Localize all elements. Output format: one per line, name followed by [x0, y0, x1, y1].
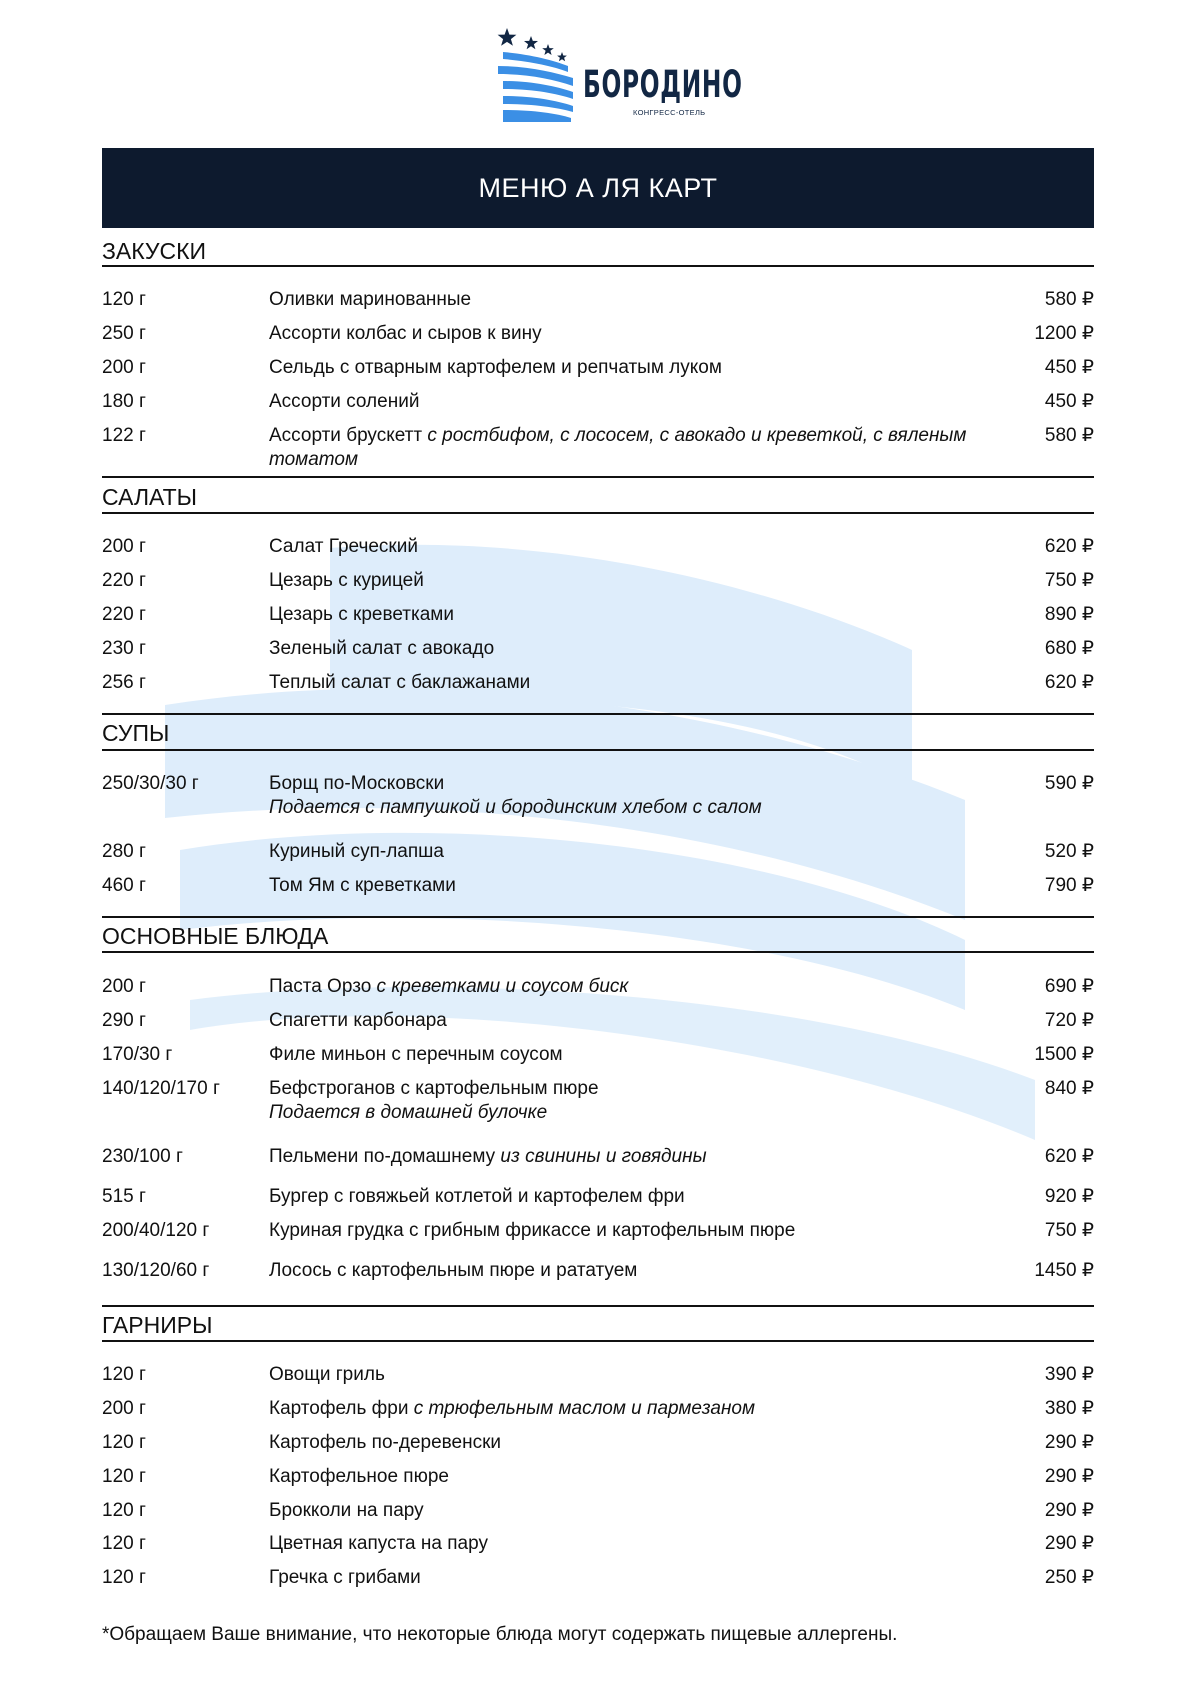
item-price: 290 ₽ — [1044, 1466, 1094, 1487]
section-bottom-divider — [102, 476, 1094, 478]
item-price: 580 ₽ — [1044, 425, 1094, 446]
item-name — [269, 390, 969, 414]
item-name — [269, 1566, 969, 1590]
item-weight: 200 г — [102, 357, 146, 378]
item-name-text: Цветная капуста на пару — [269, 1533, 488, 1554]
hotel-name: БОРОДИНО — [583, 63, 743, 106]
item-name — [269, 772, 969, 820]
item-weight: 120 г — [102, 1500, 146, 1521]
item-name-text: Бургер с говяжьей котлетой и картофелем фри — [269, 1186, 685, 1207]
item-name — [269, 603, 969, 627]
item-price: 720 ₽ — [1044, 1010, 1094, 1031]
item-weight: 140/120/170 г — [102, 1078, 220, 1099]
item-name-text: Ассорти солений — [269, 391, 420, 412]
item-note: Подается в домашней булочке — [269, 1101, 548, 1123]
item-price: 450 ₽ — [1044, 391, 1094, 412]
section-top-divider — [102, 749, 1094, 751]
item-price: 290 ₽ — [1044, 1500, 1094, 1521]
item-description: из свинины и говядины — [500, 1146, 707, 1167]
item-weight: 250 г — [102, 323, 146, 344]
menu-title: МЕНЮ А ЛЯ КАРТ — [478, 172, 718, 203]
item-price: 1450 ₽ — [1034, 1260, 1094, 1281]
item-weight: 220 г — [102, 604, 146, 625]
item-name — [269, 1219, 969, 1243]
item-price: 520 ₽ — [1044, 841, 1094, 862]
item-name-text: Оливки маринованные — [269, 289, 472, 310]
section-title: ЗАКУСКИ — [102, 238, 207, 264]
item-weight: 200 г — [102, 536, 146, 557]
item-price: 750 ₽ — [1044, 1220, 1094, 1241]
item-price: 920 ₽ — [1044, 1186, 1094, 1207]
item-name — [269, 1043, 969, 1067]
hotel-subtitle: КОНГРЕСС-ОТЕЛЬ — [633, 108, 706, 117]
item-name-text: Цезарь с курицей — [269, 570, 424, 591]
item-name-text: Сельдь с отварным картофелем и репчатым луком — [269, 357, 722, 378]
item-name-text: Теплый салат с баклажанами — [269, 672, 531, 693]
item-name — [269, 874, 969, 898]
item-name — [269, 535, 969, 559]
item-weight: 120 г — [102, 289, 146, 310]
item-price: 840 ₽ — [1044, 1078, 1094, 1099]
item-price: 620 ₽ — [1044, 672, 1094, 693]
menu-title-bar — [102, 148, 1094, 228]
item-weight: 230 г — [102, 638, 146, 659]
item-weight: 120 г — [102, 1364, 146, 1385]
item-weight: 200 г — [102, 976, 146, 997]
item-name — [269, 1145, 969, 1169]
item-name — [269, 569, 969, 593]
item-description: с ростбифом, с лососем, с авокадо и креветкой, с вяленым томатом — [269, 425, 967, 470]
item-name-text: Картофель по-деревенски — [269, 1432, 502, 1453]
item-weight: 130/120/60 г — [102, 1260, 210, 1281]
item-weight: 515 г — [102, 1186, 146, 1207]
item-name-text: Картофельное пюре — [269, 1466, 449, 1487]
item-price: 1200 ₽ — [1034, 323, 1094, 344]
item-name — [269, 1532, 969, 1556]
item-price: 250 ₽ — [1044, 1567, 1094, 1588]
item-weight: 200 г — [102, 1398, 146, 1419]
item-name — [269, 671, 969, 695]
item-name-text: Гречка с грибами — [269, 1567, 421, 1588]
item-name-text: Бефстроганов с картофельным пюре — [269, 1078, 599, 1099]
item-name — [269, 1499, 969, 1523]
item-weight: 220 г — [102, 570, 146, 591]
item-weight: 120 г — [102, 1533, 146, 1554]
item-weight: 280 г — [102, 841, 146, 862]
item-name — [269, 1009, 969, 1033]
item-weight: 120 г — [102, 1466, 146, 1487]
section-bottom-divider — [102, 916, 1094, 918]
item-weight: 290 г — [102, 1010, 146, 1031]
item-note: Подается с пампушкой и бородинским хлебом с салом — [269, 796, 762, 818]
item-name — [269, 1465, 969, 1489]
section-title: СУПЫ — [102, 720, 170, 746]
item-name-text: Куриный суп-лапша — [269, 841, 444, 862]
section-title: САЛАТЫ — [102, 484, 197, 510]
item-name — [269, 1431, 969, 1455]
item-name-text: Ассорти брускетт — [269, 425, 423, 446]
section-top-divider — [102, 1340, 1094, 1342]
section-title: ОСНОВНЫЕ БЛЮДА — [102, 923, 329, 949]
item-name-text: Куриная грудка с грибным фрикассе и картофельным пюре — [269, 1220, 796, 1241]
item-price: 450 ₽ — [1044, 357, 1094, 378]
item-price: 390 ₽ — [1044, 1364, 1094, 1385]
item-name-text: Паста Орзо — [269, 976, 372, 997]
item-price: 690 ₽ — [1044, 976, 1094, 997]
item-weight: 180 г — [102, 391, 146, 412]
item-description: с креветками и соусом биск — [376, 976, 629, 997]
item-weight: 230/100 г — [102, 1146, 183, 1167]
item-name-text: Борщ по-Московски — [269, 773, 445, 794]
item-description: с трюфельным маслом и пармезаном — [413, 1398, 756, 1419]
item-name — [269, 975, 969, 999]
item-name-text: Овощи гриль — [269, 1364, 385, 1385]
section-bottom-divider — [102, 1305, 1094, 1307]
item-name-text: Пельмени по-домашнему — [269, 1146, 496, 1167]
item-name-text: Том Ям с креветками — [269, 875, 456, 896]
item-name-text: Цезарь с креветками — [269, 604, 454, 625]
item-weight: 120 г — [102, 1432, 146, 1453]
item-name — [269, 1077, 969, 1125]
item-price: 580 ₽ — [1044, 289, 1094, 310]
item-price: 890 ₽ — [1044, 604, 1094, 625]
item-name — [269, 1259, 969, 1283]
item-price: 750 ₽ — [1044, 570, 1094, 591]
item-price: 380 ₽ — [1044, 1398, 1094, 1419]
item-name-text: Картофель фри — [269, 1398, 409, 1419]
item-name-text: Филе миньон с перечным соусом — [269, 1044, 563, 1065]
item-price: 290 ₽ — [1044, 1533, 1094, 1554]
item-price: 590 ₽ — [1044, 773, 1094, 794]
section-bottom-divider — [102, 713, 1094, 715]
item-name-text: Ассорти колбас и сыров к вину — [269, 323, 542, 344]
item-weight: 170/30 г — [102, 1044, 173, 1065]
item-price: 620 ₽ — [1044, 536, 1094, 557]
allergen-footnote: *Обращаем Ваше внимание, что некоторые блюда могут содержать пищевые аллергены. — [102, 1624, 898, 1645]
section-top-divider — [102, 512, 1094, 514]
item-price: 290 ₽ — [1044, 1432, 1094, 1453]
item-name — [269, 288, 969, 312]
item-weight: 250/30/30 г — [102, 773, 199, 794]
item-price: 790 ₽ — [1044, 875, 1094, 896]
item-name-text: Лосось с картофельным пюре и рататуем — [269, 1260, 638, 1281]
item-name — [269, 1363, 969, 1387]
item-weight: 200/40/120 г — [102, 1220, 210, 1241]
item-weight: 120 г — [102, 1567, 146, 1588]
item-weight: 256 г — [102, 672, 146, 693]
section-top-divider — [102, 951, 1094, 953]
item-name — [269, 322, 969, 346]
item-name-text: Спагетти карбонара — [269, 1010, 447, 1031]
item-name — [269, 1397, 969, 1421]
item-price: 1500 ₽ — [1034, 1044, 1094, 1065]
item-name — [269, 424, 969, 472]
item-name-text: Брокколи на пару — [269, 1500, 424, 1521]
item-name-text: Салат Греческий — [269, 536, 418, 557]
section-title: ГАРНИРЫ — [102, 1312, 213, 1338]
item-name — [269, 840, 969, 864]
item-price: 620 ₽ — [1044, 1146, 1094, 1167]
item-name — [269, 637, 969, 661]
section-top-divider — [102, 265, 1094, 267]
item-name-text: Зеленый салат с авокадо — [269, 638, 495, 659]
item-weight: 460 г — [102, 875, 146, 896]
item-weight: 122 г — [102, 425, 146, 446]
item-name — [269, 1185, 969, 1209]
item-price: 680 ₽ — [1044, 638, 1094, 659]
item-name — [269, 356, 969, 380]
